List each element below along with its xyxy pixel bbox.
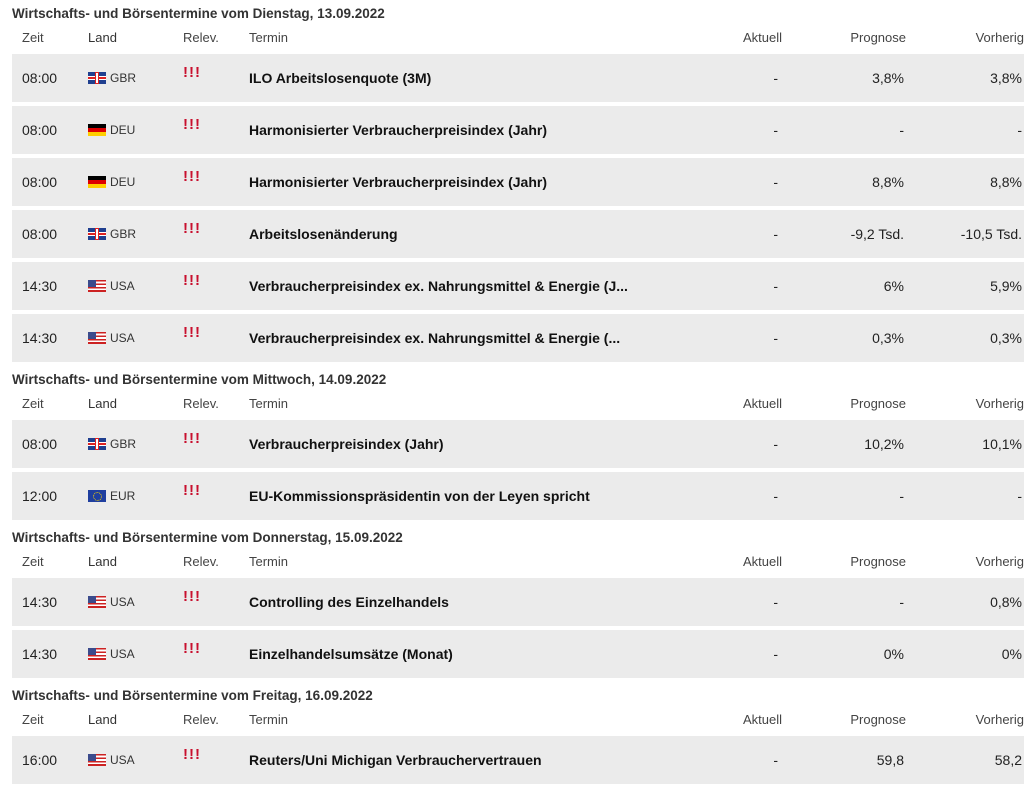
event-row[interactable] (12, 210, 1024, 258)
event-country (88, 595, 183, 609)
event-country (88, 753, 183, 767)
column-header-row (12, 24, 1024, 50)
relevance-icon: !!! (183, 220, 201, 237)
event-previous: 3,8% (990, 70, 1022, 86)
event-relevance (183, 640, 249, 662)
header-land[interactable]: Land (88, 553, 117, 569)
event-time: 08:00 (22, 174, 58, 190)
relevance-icon: !!! (183, 430, 201, 447)
event-time: 08:00 (22, 226, 58, 242)
event-forecast: 10,2% (864, 436, 904, 452)
header-relev[interactable]: Relev. (183, 711, 219, 727)
event-row[interactable] (12, 630, 1024, 678)
event-forecast: -9,2 Tsd. (850, 226, 904, 242)
header-land[interactable]: Land (88, 29, 117, 45)
event-actual: - (773, 70, 778, 86)
eur-flag-icon (88, 490, 106, 502)
event-actual: - (773, 226, 778, 242)
event-country (88, 437, 183, 451)
event-forecast: - (899, 122, 904, 138)
event-relevance (183, 116, 249, 138)
event-relevance (183, 64, 249, 86)
event-row[interactable] (12, 420, 1024, 468)
event-previous: 0,3% (990, 330, 1022, 346)
event-relevance (183, 272, 249, 294)
header-aktuell[interactable]: Aktuell (742, 395, 782, 411)
country-code: EUR (110, 489, 136, 503)
event-time: 12:00 (22, 488, 58, 504)
event-name[interactable]: Harmonisierter Verbraucherpreisindex (Jahr) (249, 174, 548, 190)
usa-flag-icon (88, 754, 106, 766)
header-aktuell[interactable]: Aktuell (742, 711, 782, 727)
event-forecast: 6% (883, 278, 904, 294)
header-vorherig[interactable]: Vorherig (975, 553, 1024, 569)
day-section (12, 682, 1024, 784)
event-row[interactable] (12, 578, 1024, 626)
relevance-icon: !!! (183, 482, 201, 499)
event-previous: -10,5 Tsd. (960, 226, 1022, 242)
event-relevance (183, 220, 249, 242)
header-zeit[interactable]: Zeit (22, 711, 44, 727)
event-country (88, 489, 183, 503)
event-country (88, 331, 183, 345)
header-vorherig[interactable]: Vorherig (975, 29, 1024, 45)
event-previous: - (1017, 488, 1022, 504)
event-forecast: - (899, 488, 904, 504)
header-land[interactable]: Land (88, 711, 117, 727)
usa-flag-icon (88, 332, 106, 344)
event-previous: 5,9% (990, 278, 1022, 294)
event-relevance (183, 482, 249, 504)
event-name[interactable]: Verbraucherpreisindex ex. Nahrungsmittel & Energie (... (249, 330, 621, 346)
country-code: DEU (110, 123, 136, 137)
header-relev[interactable]: Relev. (183, 553, 219, 569)
event-row[interactable] (12, 314, 1024, 362)
event-relevance (183, 746, 249, 768)
country-code: USA (110, 279, 135, 293)
header-zeit[interactable]: Zeit (22, 395, 44, 411)
event-previous: 10,1% (982, 436, 1022, 452)
event-name[interactable]: Arbeitslosenänderung (249, 226, 398, 242)
event-forecast: - (899, 594, 904, 610)
header-land[interactable]: Land (88, 395, 117, 411)
header-termin[interactable]: Termin (249, 711, 289, 727)
gbr-flag-icon (88, 438, 106, 450)
header-termin[interactable]: Termin (249, 29, 289, 45)
event-actual: - (773, 594, 778, 610)
day-section (12, 524, 1024, 678)
header-relev[interactable]: Relev. (183, 29, 219, 45)
event-country (88, 123, 183, 137)
event-forecast: 59,8 (876, 752, 904, 768)
usa-flag-icon (88, 648, 106, 660)
event-previous: 0% (1001, 646, 1022, 662)
header-zeit[interactable]: Zeit (22, 29, 44, 45)
event-forecast: 0,3% (872, 330, 904, 346)
country-code: USA (110, 595, 135, 609)
event-previous: - (1017, 122, 1022, 138)
event-previous: 58,2 (994, 752, 1022, 768)
event-row[interactable] (12, 158, 1024, 206)
event-name[interactable]: Verbraucherpreisindex ex. Nahrungsmittel & Energie (J... (249, 278, 628, 294)
deu-flag-icon (88, 124, 106, 136)
relevance-icon: !!! (183, 168, 201, 185)
event-name[interactable]: Verbraucherpreisindex (Jahr) (249, 436, 444, 452)
event-name[interactable]: Reuters/Uni Michigan Verbrauchervertrauen (249, 752, 542, 768)
event-actual: - (773, 278, 778, 294)
event-actual: - (773, 752, 778, 768)
header-zeit[interactable]: Zeit (22, 553, 44, 569)
relevance-icon: !!! (183, 746, 201, 763)
relevance-icon: !!! (183, 588, 201, 605)
country-code: USA (110, 647, 135, 661)
relevance-icon: !!! (183, 324, 201, 341)
event-name[interactable]: ILO Arbeitslosenquote (3M) (249, 70, 432, 86)
header-termin[interactable]: Termin (249, 395, 289, 411)
event-previous: 8,8% (990, 174, 1022, 190)
event-row[interactable] (12, 472, 1024, 520)
relevance-icon: !!! (183, 116, 201, 133)
event-row[interactable] (12, 106, 1024, 154)
column-header-row (12, 548, 1024, 574)
relevance-icon: !!! (183, 64, 201, 81)
country-code: USA (110, 753, 135, 767)
event-actual: - (773, 122, 778, 138)
event-time: 08:00 (22, 436, 58, 452)
event-row[interactable] (12, 736, 1024, 784)
day-section (12, 366, 1024, 520)
event-name[interactable]: Controlling des Einzelhandels (249, 594, 449, 610)
event-name[interactable]: Einzelhandelsumsätze (Monat) (249, 646, 453, 662)
country-code: GBR (110, 71, 137, 85)
event-time: 14:30 (22, 594, 58, 610)
header-prognose[interactable]: Prognose (850, 711, 906, 727)
event-row[interactable] (12, 54, 1024, 102)
header-termin[interactable]: Termin (249, 553, 289, 569)
event-country (88, 279, 183, 293)
event-time: 16:00 (22, 752, 58, 768)
event-actual: - (773, 174, 778, 190)
day-title: Wirtschafts- und Börsentermine vom Mittwoch, 14.09.2022 (12, 372, 387, 387)
header-prognose[interactable]: Prognose (850, 553, 906, 569)
header-relev[interactable]: Relev. (183, 395, 219, 411)
event-time: 08:00 (22, 70, 58, 86)
country-code: USA (110, 331, 135, 345)
event-name[interactable]: Harmonisierter Verbraucherpreisindex (Jahr) (249, 122, 548, 138)
event-actual: - (773, 488, 778, 504)
event-row[interactable] (12, 262, 1024, 310)
header-vorherig[interactable]: Vorherig (975, 395, 1024, 411)
column-header-row (12, 390, 1024, 416)
event-time: 08:00 (22, 122, 58, 138)
event-actual: - (773, 436, 778, 452)
gbr-flag-icon (88, 228, 106, 240)
event-country (88, 647, 183, 661)
day-title: Wirtschafts- und Börsentermine vom Donnerstag, 15.09.2022 (12, 530, 403, 545)
event-country (88, 227, 183, 241)
header-aktuell[interactable]: Aktuell (742, 29, 782, 45)
header-prognose[interactable]: Prognose (850, 395, 906, 411)
header-aktuell[interactable]: Aktuell (742, 553, 782, 569)
country-code: DEU (110, 175, 136, 189)
usa-flag-icon (88, 596, 106, 608)
event-relevance (183, 324, 249, 346)
event-country (88, 175, 183, 189)
deu-flag-icon (88, 176, 106, 188)
event-relevance (183, 588, 249, 610)
event-time: 14:30 (22, 646, 58, 662)
usa-flag-icon (88, 280, 106, 292)
gbr-flag-icon (88, 72, 106, 84)
column-header-row (12, 706, 1024, 732)
event-time: 14:30 (22, 330, 58, 346)
event-country (88, 71, 183, 85)
day-title: Wirtschafts- und Börsentermine vom Dienstag, 13.09.2022 (12, 6, 385, 21)
event-forecast: 0% (883, 646, 904, 662)
country-code: GBR (110, 437, 137, 451)
event-actual: - (773, 330, 778, 346)
event-actual: - (773, 646, 778, 662)
header-vorherig[interactable]: Vorherig (975, 711, 1024, 727)
event-relevance (183, 168, 249, 190)
event-time: 14:30 (22, 278, 58, 294)
header-prognose[interactable]: Prognose (850, 29, 906, 45)
relevance-icon: !!! (183, 272, 201, 289)
day-title: Wirtschafts- und Börsentermine vom Freitag, 16.09.2022 (12, 688, 373, 703)
event-forecast: 3,8% (872, 70, 904, 86)
day-section (12, 0, 1024, 362)
event-relevance (183, 430, 249, 452)
event-name[interactable]: EU-Kommissionspräsidentin von der Leyen spricht (249, 488, 590, 504)
country-code: GBR (110, 227, 137, 241)
event-forecast: 8,8% (872, 174, 904, 190)
event-previous: 0,8% (990, 594, 1022, 610)
relevance-icon: !!! (183, 640, 201, 657)
